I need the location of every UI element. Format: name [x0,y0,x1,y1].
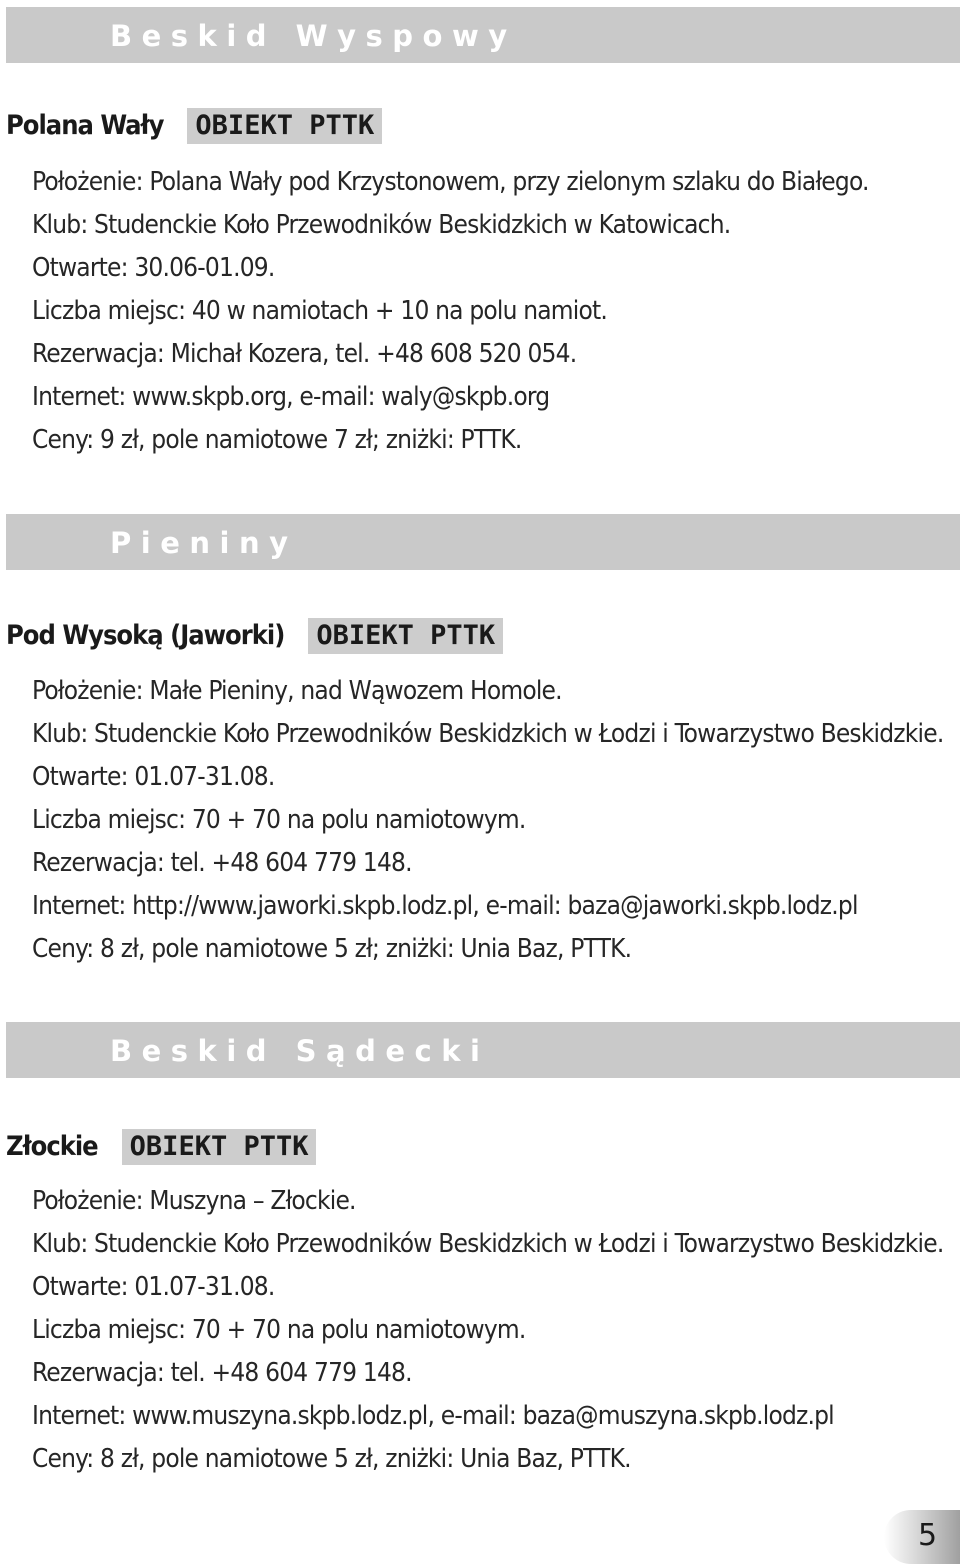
detail-location: Położenie: Polana Wały pod Krzystonowem, przy zielonym szlaku do Białego. [32,167,869,197]
region-title: Beskid Wyspowy [110,19,517,53]
region-header-beskid-wyspowy [6,7,960,63]
page-number-value: 5 [918,1518,938,1553]
detail-capacity: Liczba miejsc: 70 + 70 na polu namiotowym. [32,1315,526,1345]
detail-prices: Ceny: 8 zł, pole namiotowe 5 zł; zniżki: Unia Baz, PTTK. [32,934,632,964]
object-heading [6,618,503,654]
detail-capacity: Liczba miejsc: 70 + 70 na polu namiotowym. [32,805,526,835]
detail-open: Otwarte: 01.07-31.08. [32,762,275,792]
object-name: Polana Wały [6,110,164,141]
detail-club: Klub: Studenckie Koło Przewodników Beskidzkich w Łodzi i Towarzystwo Beskidzkie. [32,719,944,749]
detail-prices: Ceny: 8 zł, pole namiotowe 5 zł, zniżki: Unia Baz, PTTK. [32,1444,631,1474]
region-header-pieniny [6,514,960,570]
detail-internet: Internet: http://www.jaworki.skpb.lodz.pl, e-mail: baza@jaworki.skpb.lodz.pl [32,891,858,921]
detail-internet: Internet: www.muszyna.skpb.lodz.pl, e-mail: baza@muszyna.skpb.lodz.pl [32,1401,834,1431]
detail-open: Otwarte: 01.07-31.08. [32,1272,275,1302]
page-number [884,1510,960,1564]
obiekt-pttk-badge: OBIEKT PTTK [308,618,503,654]
detail-capacity: Liczba miejsc: 40 w namiotach + 10 na polu namiot. [32,296,607,326]
object-name: Złockie [6,1131,98,1162]
detail-open: Otwarte: 30.06-01.09. [32,253,275,283]
detail-prices: Ceny: 9 zł, pole namiotowe 7 zł; zniżki: PTTK. [32,425,522,455]
object-details [32,161,958,462]
object-heading [6,1129,316,1165]
region-header-beskid-sadecki [6,1022,960,1078]
object-name: Pod Wysoką (Jaworki) [6,620,285,651]
detail-reservation: Rezerwacja: Michał Kozera, tel. +48 608 520 054. [32,339,577,369]
object-heading [6,108,382,144]
obiekt-pttk-badge: OBIEKT PTTK [187,108,382,144]
object-details [32,670,958,971]
region-title: Pieniny [110,526,298,560]
object-details [32,1180,958,1481]
detail-club: Klub: Studenckie Koło Przewodników Beskidzkich w Katowicach. [32,210,731,240]
detail-internet: Internet: www.skpb.org, e-mail: waly@skpb.org [32,382,550,412]
detail-reservation: Rezerwacja: tel. +48 604 779 148. [32,1358,412,1388]
detail-location: Położenie: Muszyna – Złockie. [32,1186,356,1216]
obiekt-pttk-badge: OBIEKT PTTK [122,1129,317,1165]
detail-reservation: Rezerwacja: tel. +48 604 779 148. [32,848,412,878]
detail-club: Klub: Studenckie Koło Przewodników Beskidzkich w Łodzi i Towarzystwo Beskidzkie. [32,1229,944,1259]
detail-location: Położenie: Małe Pieniny, nad Wąwozem Homole. [32,676,562,706]
region-title: Beskid Sądecki [110,1034,490,1068]
